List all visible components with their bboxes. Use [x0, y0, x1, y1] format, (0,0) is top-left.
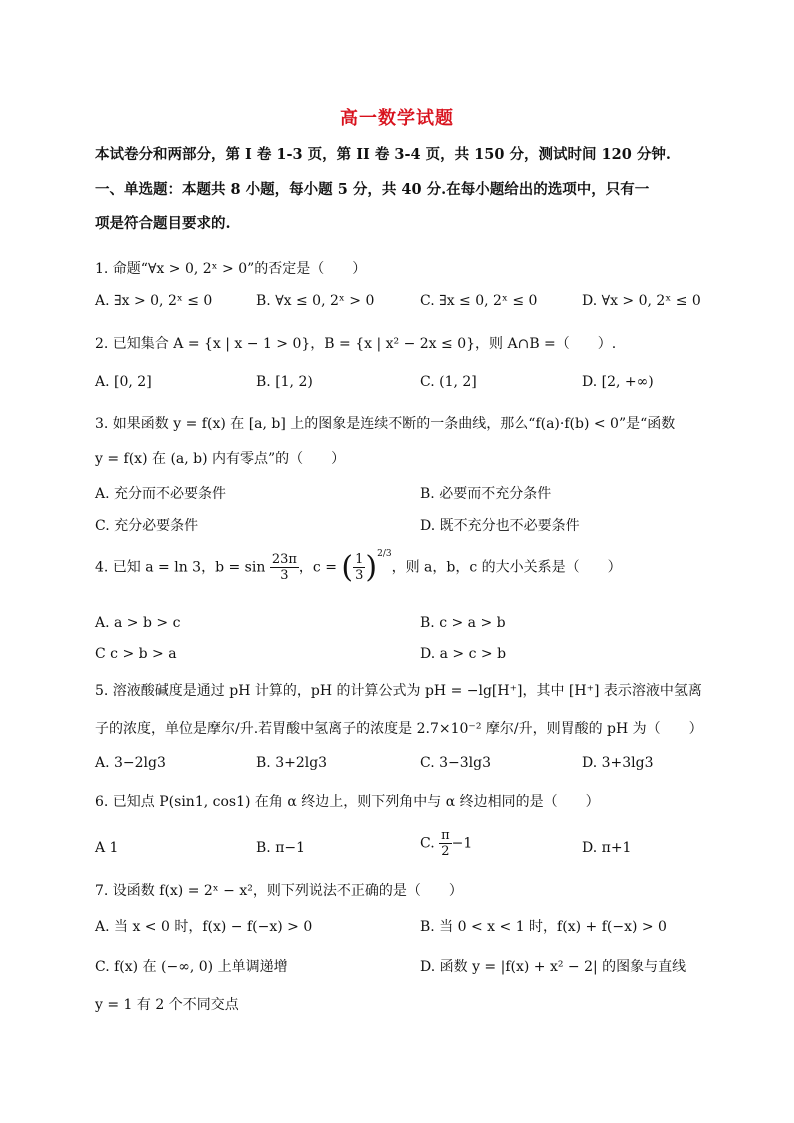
question-4-stem: 4. 已知 a = ln 3，b = sin $\frac{23\pi}{3}$ ，c = ( $\frac{1}{3}$ )$^{2/3}$，则 a，b，c 的大小关系是（ ） — [95, 548, 622, 585]
question-6-option-c-numerator: π — [441, 828, 450, 843]
question-6-option-c-fraction — [439, 828, 452, 859]
question-3-option-c: C. 充分必要条件 — [95, 518, 199, 534]
question-1-option-b: B. ∀x ≤ 0, 2ˣ > 0 — [256, 293, 375, 309]
question-3-option-b: B. 必要而不充分条件 — [420, 486, 552, 502]
question-3-stem-line2: y = f(x) 在 (a, b) 内有零点”的（ ） — [95, 451, 346, 467]
question-4-suffix: ，则 a，b，c 的大小关系是（ ） — [391, 559, 622, 576]
question-4-c-fraction — [353, 552, 365, 583]
question-2-option-a: A. [0, 2] — [95, 374, 152, 390]
question-7-option-a: A. 当 x < 0 时，f(x) − f(−x) > 0 — [95, 919, 313, 935]
question-2-option-d: D. [2, +∞) — [582, 374, 654, 390]
question-4-prefix: 4. 已知 a = ln 3，b = sin — [95, 559, 266, 576]
question-4-option-a: A. a > b > c — [95, 615, 181, 631]
question-6-option-d: D. π+1 — [582, 840, 632, 856]
question-5-option-d: D. 3+3lg3 — [582, 755, 654, 771]
question-4-option-c: C c > b > a — [95, 646, 177, 662]
question-4-c-denominator: 3 — [355, 568, 364, 583]
question-4-b-fraction — [270, 552, 299, 583]
question-4-option-d: D. a > c > b — [420, 646, 507, 662]
question-4-b-numerator: 23π — [271, 552, 297, 567]
question-7-option-d-continued: y = 1 有 2 个不同交点 — [95, 997, 239, 1013]
question-7-option-c: C. f(x) 在 (−∞, 0) 上单调递增 — [95, 959, 288, 975]
question-2-option-c: C. (1, 2] — [420, 374, 477, 390]
question-3-option-a: A. 充分而不必要条件 — [95, 486, 227, 502]
question-3-option-d: D. 既不充分也不必要条件 — [420, 518, 580, 534]
question-4-option-b: B. c > a > b — [420, 615, 506, 631]
question-4-c-numerator: 1 — [355, 552, 364, 567]
question-1-option-c: C. ∃x ≤ 0, 2ˣ ≤ 0 — [420, 293, 538, 309]
question-1-option-d: D. ∀x > 0, 2ˣ ≤ 0 — [582, 293, 701, 309]
question-5-option-b: B. 3+2lg3 — [256, 755, 328, 771]
question-3-stem-line1: 3. 如果函数 y = f(x) 在 [a, b] 上的图象是连续不断的一条曲线，那么“f(a)·f(b) < 0”是“函数 — [95, 416, 676, 432]
question-5-stem-line1: 5. 溶液酸碱度是通过 pH 计算的，pH 的计算公式为 pH = −lg[H⁺]，其中 [H⁺] 表示溶液中氢离 — [95, 683, 702, 699]
question-5-stem-line2: 子的浓度，单位是摩尔/升.若胃酸中氢离子的浓度是 2.7×10⁻² 摩尔/升，则胃酸的 pH 为（ ） — [95, 721, 703, 737]
question-7-option-b: B. 当 0 < x < 1 时，f(x) + f(−x) > 0 — [420, 919, 667, 935]
question-1-option-a: A. ∃x > 0, 2ˣ ≤ 0 — [95, 293, 213, 309]
question-6-stem: 6. 已知点 P(sin1, cos1) 在角 α 终边上，则下列角中与 α 终边相同的是（ ） — [95, 794, 600, 810]
question-6-option-c-denominator: 2 — [441, 844, 450, 859]
question-6-option-c — [420, 828, 472, 859]
question-7-stem: 7. 设函数 f(x) = 2ˣ − x²，则下列说法不正确的是（ ） — [95, 883, 463, 899]
question-6-option-c-rest: −1 — [451, 835, 473, 852]
question-6-option-b: B. π−1 — [256, 840, 306, 856]
question-6-option-a: A 1 — [95, 840, 119, 856]
question-4-b-denominator: 3 — [280, 568, 289, 583]
exam-intro: 本试卷分和两部分，第 I 卷 1-3 页，第 II 卷 3-4 页，共 150 分，测试时间 120 分钟. — [95, 146, 671, 163]
question-4-c-exponent: 2/3 — [377, 548, 392, 559]
question-7-option-d: D. 函数 y = |f(x) + x² − 2| 的图象与直线 — [420, 959, 687, 975]
question-1-stem: 1. 命题“∀x > 0, 2ˣ > 0”的否定是（ ） — [95, 261, 367, 277]
question-2-stem: 2. 已知集合 A = {x | x − 1 > 0}，B = {x | x² − 2x ≤ 0}，则 A∩B =（ ）. — [95, 336, 617, 352]
exam-title: 高一数学试题 — [340, 108, 454, 129]
section-heading-line1: 一、单选题：本题共 8 小题，每小题 5 分，共 40 分.在每小题给出的选项中，只有一 — [95, 181, 650, 198]
question-4-c-prefix: ，c = — [298, 559, 337, 576]
section-heading-line2: 项是符合题目要求的. — [95, 215, 231, 232]
question-6-option-c-label: C. — [420, 835, 435, 852]
question-2-option-b: B. [1, 2) — [256, 374, 313, 390]
question-5-option-c: C. 3−3lg3 — [420, 755, 492, 771]
question-5-option-a: A. 3−2lg3 — [95, 755, 166, 771]
